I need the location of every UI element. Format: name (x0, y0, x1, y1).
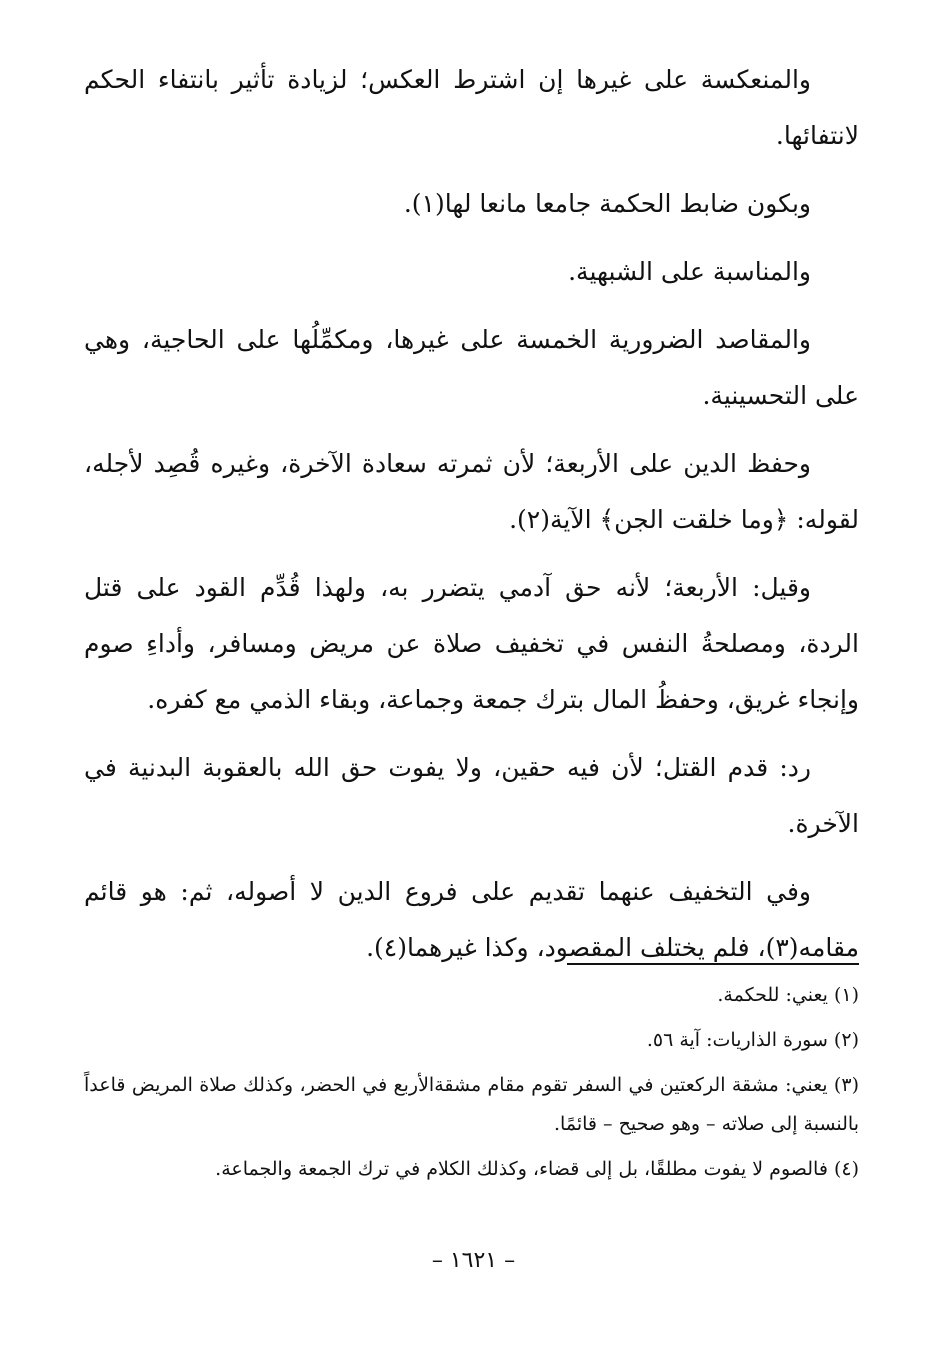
footnote-1: (١) يعني: للحكمة. (717, 984, 859, 1006)
paragraph-8: وفي التخفيف عنهما تقديم على فروع الدين لا أصوله، ثم: هو قائم مقامه(٣)، فلم يختلف المقصود، وكذا غيرهما(٤). (84, 877, 859, 962)
footnote-4: (٤) فالصوم لا يفوت مطلقًا، بل إلى قضاء، وكذلك الكلام في ترك الجمعة والجماعة. (215, 1158, 859, 1180)
main-text (84, 52, 859, 988)
paragraph-4: والمقاصد الضرورية الخمسة على غيرها، ومكمِّلُها على الحاجية، وهي على التحسينية. (84, 325, 859, 410)
footnote-2: (٢) سورة الذاريات: آية ٥٦. (646, 1029, 859, 1051)
paragraph-5: وحفظ الدين على الأربعة؛ لأن ثمرته سعادة الآخرة، وغيره قُصِد لأجله، لقوله: ﴿وما خلقت الجن﴾ الآية(٢). (84, 449, 859, 534)
footnotes-section (84, 976, 859, 1195)
paragraph-6: وقيل: الأربعة؛ لأنه حق آدمي يتضرر به، ولهذا قُدِّم القود على قتل الردة، ومصلحةُ النفس في تخفيف صلاة عن مريض ومسافر، وأداءِ صوم وإنجاء غريق، وحفظُ المال بترك جمعة وجماعة، وبقاء الذمي مع كفره. (84, 573, 859, 714)
page-number: – ١٦٢١ – (431, 1248, 516, 1273)
paragraph-1: والمنعكسة على غيرها إن اشترط العكس؛ لزيادة تأثير بانتفاء الحكم لانتفائها. (84, 65, 859, 150)
footnote-3: (٣) يعني: مشقة الركعتين في السفر تقوم مقام مشقةالأربع في الحضر، وكذلك صلاة المريض قاعداً بالنسبة إلى صلاته – وهو صحيح – قائمًا. (84, 1074, 859, 1135)
paragraph-3: والمناسبة على الشبهية. (568, 257, 811, 286)
paragraph-2: وبكون ضابط الحكمة جامعا مانعا لها(١). (403, 189, 811, 218)
paragraph-7: رد: قدم القتل؛ لأن فيه حقين، ولا يفوت حق الله بالعقوبة البدنية في الآخرة. (84, 753, 859, 838)
footnote-divider (567, 963, 859, 965)
